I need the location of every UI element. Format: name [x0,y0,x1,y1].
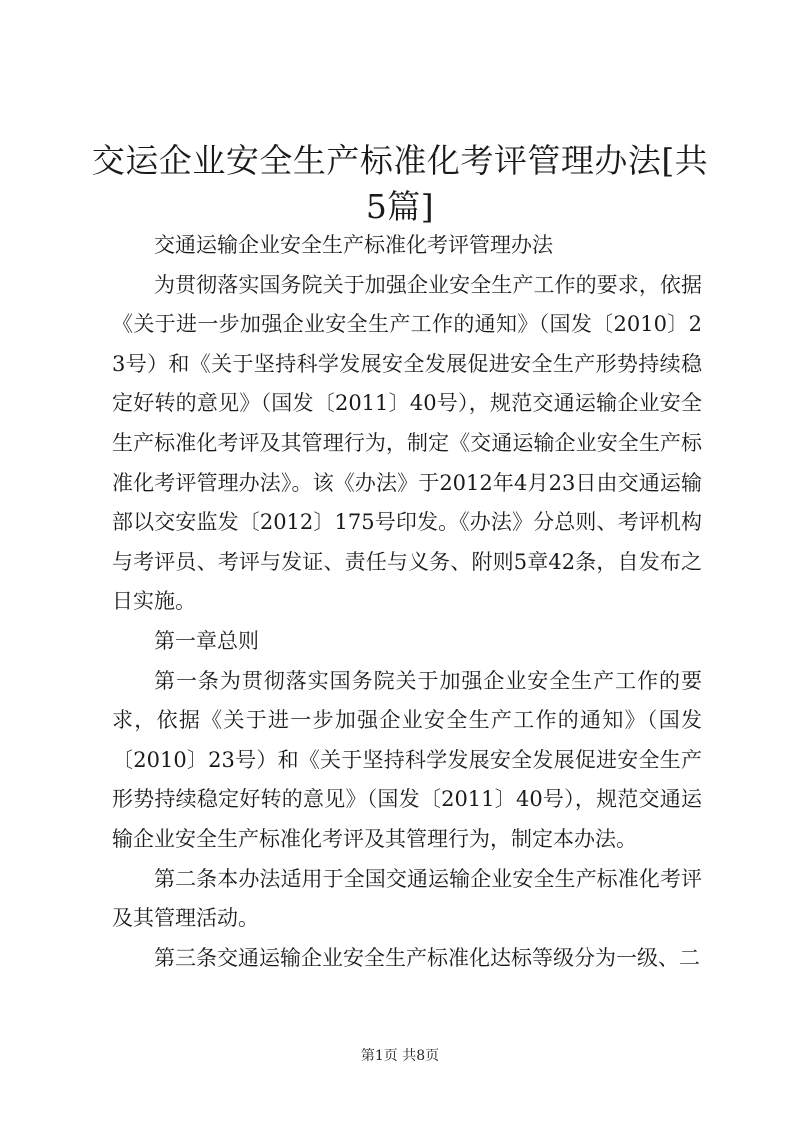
paragraph-intro: 为贯彻落实国务院关于加强企业安全生产工作的要求，依据《关于进一步加强企业安全生产工作的通知》（国发〔2010〕23号）和《关于坚持科学发展安全发展促进安全生产形势持续稳定好转的意见》（国发〔2011〕40号），规范交通运输企业安全生产标准化考评及其管理行为，制定《交通运输企业安全生产标准化考评管理办法》。该《办法》于2012年4月23日由交通运输部以交安监发〔2012〕175号印发。《办法》分总则、考评机构与考评员、考评与发证、责任与义务、附则5章42条，自发布之日实施。 [112,272,702,614]
paragraph-article-1: 第一条为贯彻落实国务院关于加强企业安全生产工作的要求，依据《关于进一步加强企业安全生产工作的通知》（国发〔2010〕23号）和《关于坚持科学发展安全发展促进安全生产形势持续稳定好转的意见》（国发〔2011〕40号），规范交通运输企业安全生产标准化考评及其管理行为，制定本办法。 [112,668,702,851]
paragraph-article-3: 第三条交通运输企业安全生产标准化达标等级分为一级、二 [154,945,700,970]
document-body [112,226,702,978]
page-number-footer: 第1页 共8页 [360,1048,440,1064]
paragraph-chapter-heading: 第一章总则 [154,628,259,653]
paragraph-article-2: 第二条本办法适用于全国交通运输企业安全生产标准化考评及其管理活动。 [112,866,702,931]
document-title: 交运企业安全生产标准化考评管理办法[共5篇] [91,141,709,226]
paragraph-subtitle: 交通运输企业安全生产标准化考评管理办法 [154,233,553,257]
